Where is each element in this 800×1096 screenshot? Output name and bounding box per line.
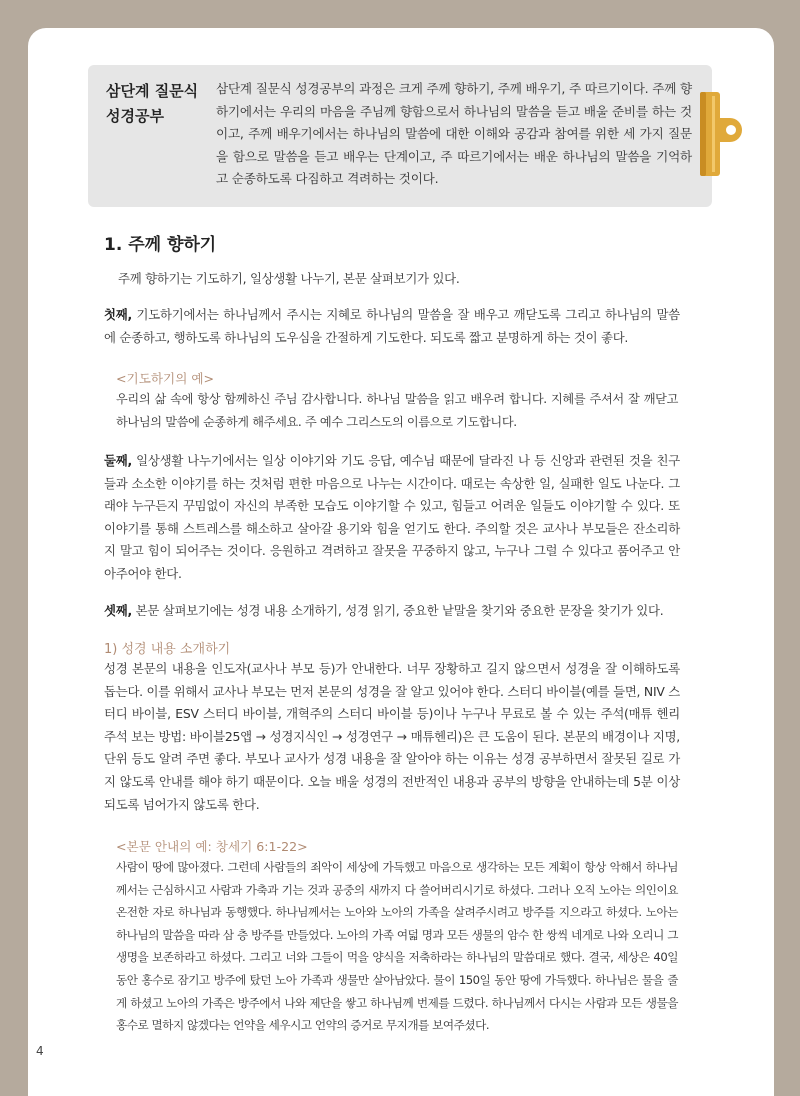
second-label: 둘째,: [104, 453, 132, 468]
third-text: 본문 살펴보기에는 성경 내용 소개하기, 성경 읽기, 중요한 낱말을 찾기와 중요한 문장을 찾기가 있다.: [131, 603, 664, 618]
sub-heading: 1) 성경 내용 소개하기: [104, 642, 231, 657]
page: [28, 28, 774, 1096]
intro-box: [88, 65, 712, 207]
first-label: 첫째,: [104, 307, 132, 322]
sub-paragraph: 성경 본문의 내용을 인도자(교사나 부모 등)가 안내한다. 너무 장황하고 길지 않으면서 성경을 잘 이해하도록 돕는다. 이를 위해서 교사나 부모는 먼저 본문의 성경을 잘 알고 있어야 한다. 스터디 바이블(예를 들면, NIV 스터디 바이블, ESV 스터디 바이블, 개혁주의 스터디 바이블 등)이나 누구나 무료로 볼 수 있는 주석(매튜 헨리 주석 보는 방법: 바이블25앱 → 성경지식인 → 성경연구 → 매튜헨리)은 큰 도움이 된다. 본문의 배경이나 지명, 단위 등도 알려 주면 좋다. 부모나 교사가 성경 내용을 잘 알아야 하는 이유는 성경 공부하면서 잘못된 길로 가지 않도록 안내를 해야 하기 때문이다. 오늘 배울 성경의 전반적인 내용과 공부의 방향을 안내하는데 5분 이상 되도록 넘어가지 않도록 한다.: [104, 661, 680, 812]
intro-text: 삼단계 질문식 성경공부의 과정은 크게 주께 향하기, 주께 배우기, 주 따르기이다. 주께 향하기에서는 우리의 마음을 주님께 향함으로서 하나님의 말씀을 듣고 배울 준비를 하는 것이고, 주께 배우기에서는 하나님의 말씀에 대한 이해와 공감과 참여를 위한 세 가지 질문을 함으로 말씀을 듣고 배우는 단계이고, 주 따르기에서는 배운 하나님의 말씀을 기억하고 순종하도록 다짐하고 격려하는 것이다.: [216, 81, 692, 186]
second-text: 일상생활 나누기에서는 일상 이야기와 기도 응답, 예수님 때문에 달라진 나 등 신앙과 관련된 것을 친구들과 소소한 이야기를 하는 것처럼 편한 마음으로 나누는 시간이다. 때로는 속상한 일, 실패한 일도 나눈다. 그래야 누구든지 꾸밈없이 자신의 부족한 모습도 이야기할 수 있고, 힘들고 어려운 일들도 이야기할 수 있다. 또 이야기를 통해 스트레스를 해소하고 살아갈 용기와 힘을 얻기도 한다. 주의할 것은 교사나 부모들은 잔소리하지 말고 힘이 되어주는 것이다. 응원하고 격려하고 잘못을 꾸중하지 않고, 누구나 그럴 수 있다고 품어주고 안아주어야 한다.: [104, 453, 680, 581]
third-label: 셋째,: [104, 603, 132, 618]
passage-example-label: <본문 안내의 예: 창세기 6:1-22>: [116, 839, 308, 854]
overview-paragraph: 주께 향하기는 기도하기, 일상생활 나누기, 본문 살펴보기가 있다.: [118, 271, 460, 286]
binder-clip-icon: [696, 88, 748, 180]
prayer-example-label: <기도하기의 예>: [116, 371, 215, 386]
section-title: 1. 주께 향하기: [104, 235, 217, 255]
intro-title-line2: 성경공부: [106, 107, 164, 125]
second-paragraph: [104, 450, 680, 586]
first-text: 기도하기에서는 하나님께서 주시는 지혜로 하나님의 말씀을 잘 배우고 깨닫도록 그리고 하나님의 말씀에 순종하고, 행하도록 하나님의 도우심을 간절하게 기도한다. 되도록 짧고 분명하게 하는 것이 좋다.: [104, 307, 680, 345]
first-paragraph: [104, 304, 680, 349]
page-number: 4: [36, 1044, 44, 1058]
third-paragraph: [104, 600, 680, 623]
intro-title: [106, 79, 206, 129]
intro-title-line1: 삼단계 질문식: [106, 82, 199, 100]
prayer-example-text: 우리의 삶 속에 항상 함께하신 주님 감사합니다. 하나님 말씀을 읽고 배우려 합니다. 지혜를 주셔서 잘 깨닫고 하나님의 말씀에 순종하게 해주세요. 주 예수 그리스도의 이름으로 기도합니다.: [116, 392, 678, 429]
passage-example-text: 사람이 땅에 많아졌다. 그런데 사람들의 죄악이 세상에 가득했고 마음으로 생각하는 모든 계획이 항상 악해서 하나님께서는 근심하시고 사람과 가축과 기는 것과 공중의 새까지 다 쓸어버리시기로 하셨다. 그러나 오직 노아는 의인이요 온전한 자로 하나님과 동행했다. 하나님께서는 노아와 노아의 가족을 살려주시려고 방주를 지으라고 하셨다. 노아는 하나님의 말씀을 따라 삼 층 방주를 만들었다. 노아의 가족 여덟 명과 모든 생물의 암수 한 쌍씩 네게로 나와 오리니 그 생명을 보존하라고 하셨다. 그리고 너와 그들이 먹을 양식을 저축하라는 하나님의 말씀대로 했다. 결국, 세상은 40일 동안 홍수로 잠기고 방주에 탔던 노아 가족과 생물만 살아남았다. 물이 150일 동안 땅에 가득했다. 하나님은 물을 줄게 하셨고 노아의 가족은 방주에서 나와 제단을 쌓고 하나님께 번제를 드렸다. 하나님께서 다시는 사람과 모든 생물을 홍수로 멸하지 않겠다는 언약을 세우시고 언약의 증거로 무지개를 보여주셨다.: [116, 860, 678, 1033]
